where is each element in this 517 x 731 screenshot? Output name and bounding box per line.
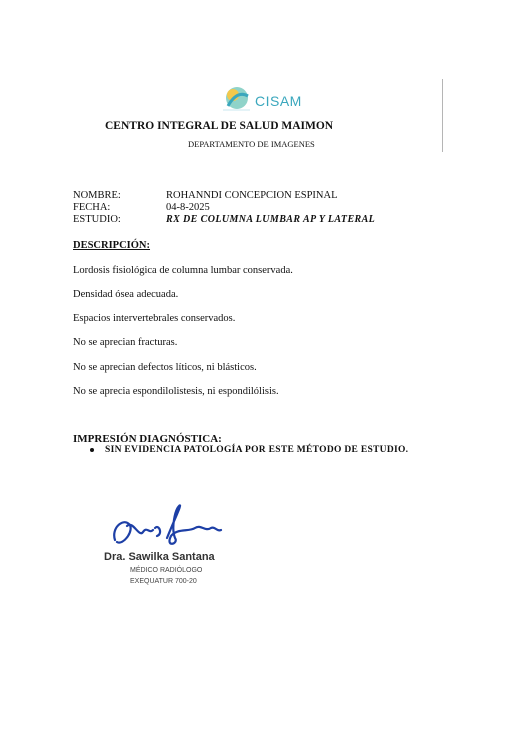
finding-line: Espacios intervertebrales conservados. bbox=[73, 313, 236, 324]
description-title: DESCRIPCIÓN: bbox=[73, 240, 151, 251]
signature-name: Dra. Sawilka Santana bbox=[104, 551, 215, 563]
signature-icon bbox=[105, 498, 225, 553]
date-label: FECHA: bbox=[73, 202, 111, 213]
organization-name: CENTRO INTEGRAL DE SALUD MAIMON bbox=[105, 120, 334, 132]
impression-item: SIN EVIDENCIA PATOLOGÍA POR ESTE MÉTODO DE ESTUDIO. bbox=[105, 445, 409, 455]
signature-exequatur: EXEQUATUR 700-20 bbox=[130, 578, 197, 585]
study-value: RX DE COLUMNA LUMBAR AP Y LATERAL bbox=[166, 214, 376, 225]
header-divider bbox=[442, 79, 443, 152]
name-label: NOMBRE: bbox=[73, 190, 121, 201]
logo-text: CISAM bbox=[255, 93, 302, 109]
date-value: 04-8-2025 bbox=[166, 202, 210, 213]
finding-line: Densidad ósea adecuada. bbox=[73, 289, 179, 300]
finding-line: Lordosis fisiológica de columna lumbar conservada. bbox=[73, 265, 293, 276]
impression-title: IMPRESIÓN DIAGNÓSTICA: bbox=[73, 433, 222, 445]
finding-line: No se aprecia espondilolistesis, ni espondilólisis. bbox=[73, 386, 279, 397]
name-value: ROHANNDI CONCEPCION ESPINAL bbox=[166, 190, 338, 201]
bullet-icon bbox=[90, 448, 94, 452]
finding-line: No se aprecian fracturas. bbox=[73, 337, 178, 348]
department-name: DEPARTAMENTO DE IMAGENES bbox=[188, 139, 315, 149]
study-label: ESTUDIO: bbox=[73, 214, 121, 225]
finding-line: No se aprecian defectos líticos, ni blásticos. bbox=[73, 362, 257, 373]
signature-role: MÉDICO RADIÓLOGO bbox=[130, 567, 203, 574]
